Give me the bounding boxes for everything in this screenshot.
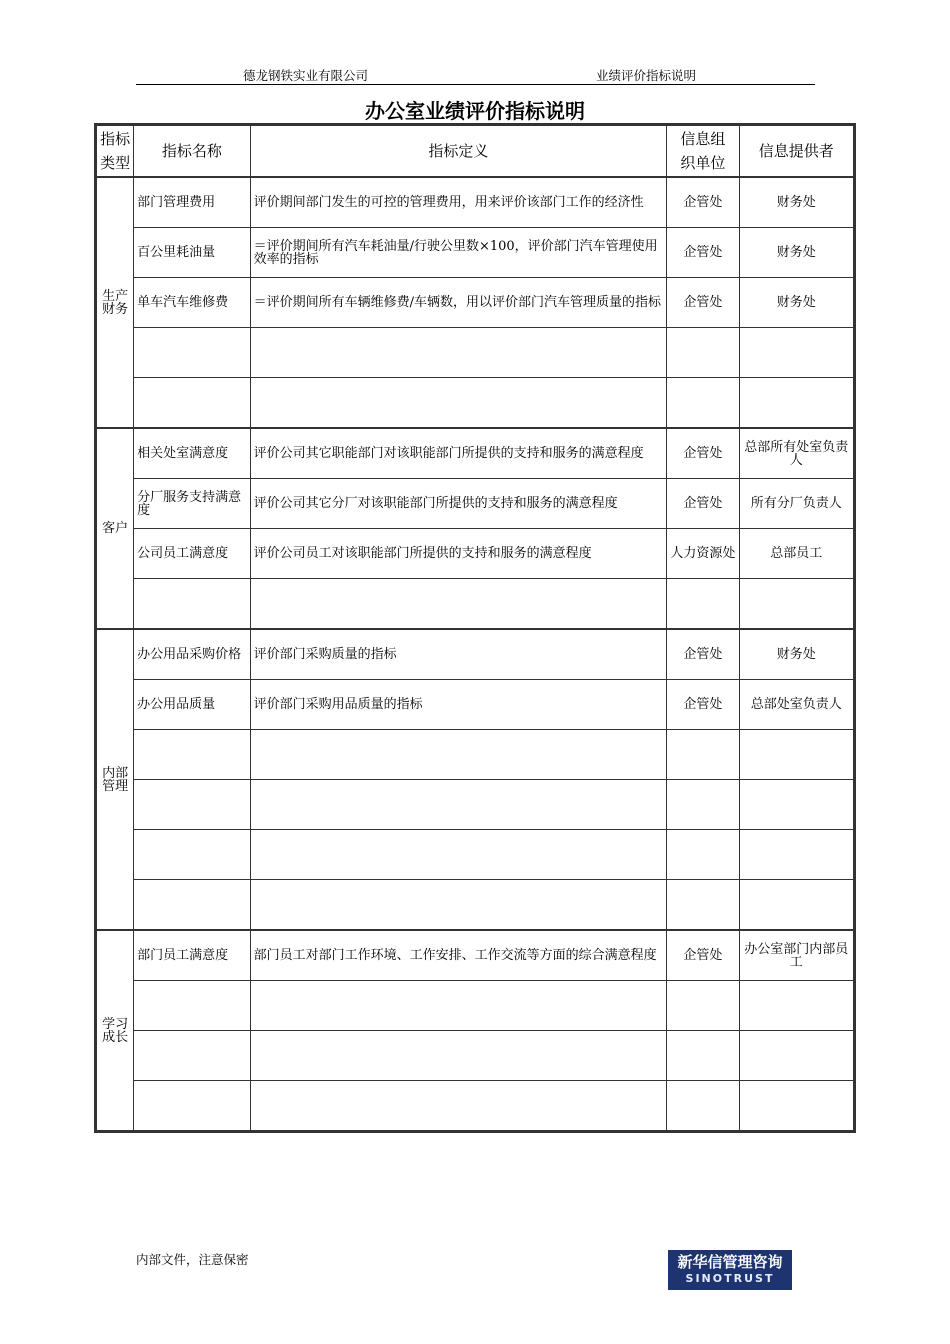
indicator-name-cell xyxy=(134,880,250,931)
info-org-cell xyxy=(667,880,739,931)
info-org-cell xyxy=(667,378,739,429)
info-provider-cell xyxy=(739,780,854,830)
logo-line2: SINOTRUST xyxy=(685,1272,775,1285)
info-org-cell: 人力资源处 xyxy=(667,529,739,579)
table-row xyxy=(96,880,855,931)
indicator-definition-cell: 评价公司员工对该职能部门所提供的支持和服务的满意程度 xyxy=(250,529,667,579)
info-provider-cell xyxy=(739,981,854,1031)
table-row xyxy=(96,177,855,228)
table-row xyxy=(96,780,855,830)
table-row xyxy=(96,629,855,680)
info-provider-cell: 财务处 xyxy=(739,278,854,328)
indicator-name-cell: 办公用品质量 xyxy=(134,680,250,730)
indicator-name-cell xyxy=(134,378,250,429)
col-header-type: 指标 类型 xyxy=(96,125,134,178)
header-company: 德龙钢铁实业有限公司 xyxy=(243,68,369,83)
info-org-cell xyxy=(667,579,739,630)
info-org-cell: 企管处 xyxy=(667,278,739,328)
table-row xyxy=(96,1081,855,1132)
info-org-cell xyxy=(667,730,739,780)
indicator-definition-cell: ＝评价期间所有车辆维修费/车辆数，用以评价部门汽车管理质量的指标 xyxy=(250,278,667,328)
info-org-cell xyxy=(667,981,739,1031)
info-org-cell: 企管处 xyxy=(667,177,739,228)
indicator-name-cell: 单车汽车维修费 xyxy=(134,278,250,328)
indicator-name-cell xyxy=(134,1031,250,1081)
info-org-cell xyxy=(667,780,739,830)
indicator-definition-cell xyxy=(250,378,667,429)
info-org-cell: 企管处 xyxy=(667,629,739,680)
indicator-name-cell xyxy=(134,1081,250,1132)
info-org-cell: 企管处 xyxy=(667,428,739,479)
table-row xyxy=(96,930,855,981)
info-provider-cell: 财务处 xyxy=(739,629,854,680)
info-org-cell: 企管处 xyxy=(667,479,739,529)
indicator-name-cell xyxy=(134,730,250,780)
indicator-definition-cell xyxy=(250,780,667,830)
table-header-row xyxy=(96,125,855,178)
indicator-definition-cell: 评价期间部门发生的可控的管理费用，用来评价该部门工作的经济性 xyxy=(250,177,667,228)
info-provider-cell xyxy=(739,880,854,931)
indicator-name-cell: 部门员工满意度 xyxy=(134,930,250,981)
indicator-name-cell: 部门管理费用 xyxy=(134,177,250,228)
info-provider-cell xyxy=(739,328,854,378)
info-provider-cell xyxy=(739,579,854,630)
table-row xyxy=(96,730,855,780)
indicator-name-cell: 公司员工满意度 xyxy=(134,529,250,579)
indicator-definition-cell: 评价公司其它分厂对该职能部门所提供的支持和服务的满意程度 xyxy=(250,479,667,529)
info-org-cell: 企管处 xyxy=(667,680,739,730)
table-row xyxy=(96,529,855,579)
info-provider-cell xyxy=(739,1081,854,1132)
indicator-definition-cell xyxy=(250,880,667,931)
header-doc-name: 业绩评价指标说明 xyxy=(596,68,697,83)
info-provider-cell: 所有分厂负责人 xyxy=(739,479,854,529)
indicator-table xyxy=(94,123,856,1133)
info-org-cell xyxy=(667,1031,739,1081)
sinotrust-logo xyxy=(668,1250,792,1290)
table-row xyxy=(96,479,855,529)
indicator-definition-cell xyxy=(250,981,667,1031)
indicator-name-cell xyxy=(134,579,250,630)
table-body xyxy=(96,177,855,1132)
info-provider-cell xyxy=(739,378,854,429)
info-provider-cell: 财务处 xyxy=(739,177,854,228)
col-header-org: 信息组 织单位 xyxy=(667,125,739,178)
table-row xyxy=(96,830,855,880)
info-provider-cell: 总部所有处室负责人 xyxy=(739,428,854,479)
info-provider-cell xyxy=(739,830,854,880)
col-header-name: 指标名称 xyxy=(134,125,250,178)
table-row xyxy=(96,981,855,1031)
indicator-name-cell xyxy=(134,328,250,378)
info-provider-cell: 总部处室负责人 xyxy=(739,680,854,730)
indicator-definition-cell xyxy=(250,328,667,378)
indicator-name-cell: 百公里耗油量 xyxy=(134,228,250,278)
info-provider-cell xyxy=(739,730,854,780)
indicator-definition-cell: 评价公司其它职能部门对该职能部门所提供的支持和服务的满意程度 xyxy=(250,428,667,479)
footer-note: 内部文件，注意保密 xyxy=(136,1252,249,1267)
category-cell: 学习 成长 xyxy=(96,930,134,1132)
info-org-cell: 企管处 xyxy=(667,228,739,278)
info-provider-cell: 总部员工 xyxy=(739,529,854,579)
indicator-definition-cell: 评价部门采购用品质量的指标 xyxy=(250,680,667,730)
indicator-definition-cell xyxy=(250,1031,667,1081)
table-row xyxy=(96,680,855,730)
table-row xyxy=(96,278,855,328)
page-title: 办公室业绩评价指标说明 xyxy=(365,99,585,123)
indicator-name-cell: 办公用品采购价格 xyxy=(134,629,250,680)
indicator-name-cell xyxy=(134,830,250,880)
info-provider-cell: 财务处 xyxy=(739,228,854,278)
info-provider-cell xyxy=(739,1031,854,1081)
table-row xyxy=(96,1031,855,1081)
indicator-definition-cell: 评价部门采购质量的指标 xyxy=(250,629,667,680)
info-org-cell xyxy=(667,830,739,880)
indicator-definition-cell xyxy=(250,579,667,630)
info-org-cell xyxy=(667,328,739,378)
info-org-cell xyxy=(667,1081,739,1132)
table-row xyxy=(96,579,855,630)
indicator-definition-cell: 部门员工对部门工作环境、工作安排、工作交流等方面的综合满意程度 xyxy=(250,930,667,981)
category-cell: 内部 管理 xyxy=(96,629,134,930)
indicator-definition-cell xyxy=(250,830,667,880)
header-rule xyxy=(136,84,815,85)
indicator-name-cell xyxy=(134,780,250,830)
table-row xyxy=(96,328,855,378)
table-row xyxy=(96,428,855,479)
col-header-provider: 信息提供者 xyxy=(739,125,854,178)
info-org-cell: 企管处 xyxy=(667,930,739,981)
indicator-name-cell: 相关处室满意度 xyxy=(134,428,250,479)
category-cell: 客户 xyxy=(96,428,134,629)
info-provider-cell: 办公室部门内部员工 xyxy=(739,930,854,981)
indicator-name-cell: 分厂服务支持满意度 xyxy=(134,479,250,529)
indicator-definition-cell: ＝评价期间所有汽车耗油量/行驶公里数×100，评价部门汽车管理使用效率的指标 xyxy=(250,228,667,278)
category-cell: 生产 财务 xyxy=(96,177,134,428)
indicator-definition-cell xyxy=(250,1081,667,1132)
logo-line1: 新华信管理咨询 xyxy=(677,1253,783,1271)
indicator-name-cell xyxy=(134,981,250,1031)
indicator-definition-cell xyxy=(250,730,667,780)
col-header-definition: 指标定义 xyxy=(250,125,667,178)
table-row xyxy=(96,378,855,429)
table-row xyxy=(96,228,855,278)
